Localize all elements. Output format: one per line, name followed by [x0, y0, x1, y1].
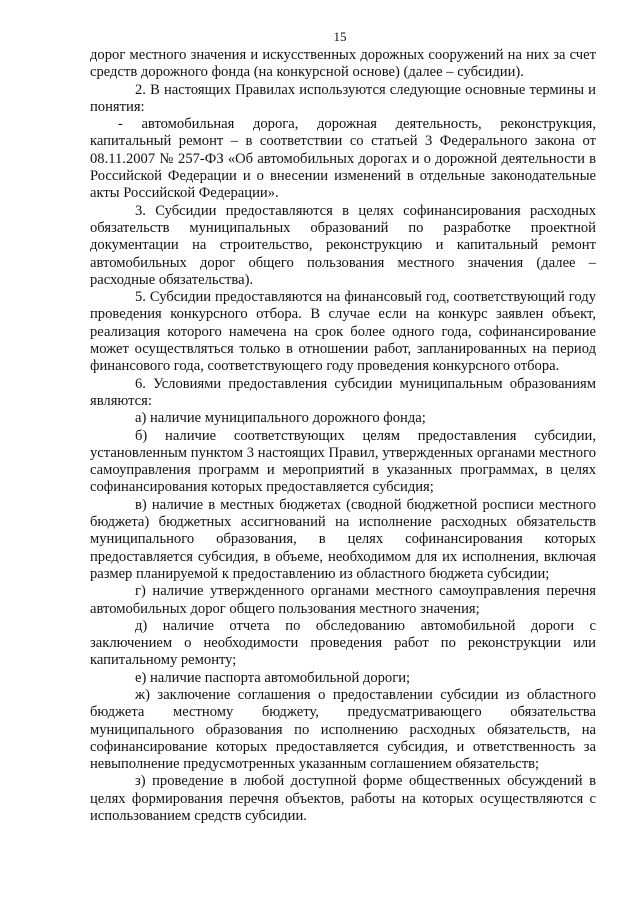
paragraph-item-2: 2. В настоящих Правилах используются следующие основные термины и понятия:: [90, 81, 596, 115]
paragraph-subitem-a: а) наличие муниципального дорожного фонда;: [135, 410, 426, 427]
paragraph-subitem-g: г) наличие утвержденного органами местного самоуправления перечня автомобильных дорог общего пользования местного значения;: [90, 583, 596, 617]
paragraph-item-5: 5. Субсидии предоставляются на финансовый год, соответствующий году проведения конкурсного отбора. В случае если на конкурс заявлен объект, реализация которого намечена на срок более одного года, софинансирование может осуществляться только в отношении работ, запланированных на период финансового года, соответствующего году проведения конкурсного отбора.: [90, 289, 596, 375]
paragraph-definition: - автомобильная дорога, дорожная деятельность, реконструкция, капитальный ремонт – в соответствии со статьей 3 Федерального закона от 08.11.2007 № 257-ФЗ «Об автомобильных дорогах и о дорожной деятельности в Российской Федерации и о внесении изменений в отдельные законодательные акты Российской Федерации».: [90, 116, 596, 202]
paragraph-item-3: 3. Субсидии предоставляются в целях софинансирования расходных обязательств муниципальных образований по разработке проектной документации на строительство, реконструкцию и капитальный ремонт автомобильных дорог общего пользования местного значения (далее – расходные обязательства).: [90, 202, 596, 288]
paragraph-item-6: 6. Условиями предоставления субсидии муниципальным образованиям являются:: [90, 375, 596, 409]
paragraph-subitem-b: б) наличие соответствующих целям предоставления субсидии, установленным пунктом 3 настоящих Правил, утвержденных органами местного самоуправления программ и мероприятий в указанных программах, в целях софинансирования которых предоставляется субсидия;: [90, 427, 596, 496]
paragraph-subitem-e: е) наличие паспорта автомобильной дороги;: [135, 669, 411, 686]
paragraph-subitem-zh: ж) заключение соглашения о предоставлении субсидии из областного бюджета местному бюджету, предусматривающего обязательства муниципального образования по исполнению расходных обязательств, на софинансирование которых предоставляется субсидия, и ответственность за невыполнение предусмотренных указанным соглашением обязательств;: [90, 686, 596, 773]
page-number: 15: [333, 29, 347, 44]
paragraph-continuation: дорог местного значения и искусственных дорожных сооружений на них за счет средств дорожного фонда (на конкурсной основе) (далее – субсидии).: [90, 47, 596, 81]
document-body: [90, 47, 596, 825]
paragraph-subitem-d: д) наличие отчета по обследованию автомобильной дороги с заключением о необходимости проведения работ по реконструкции или капитальному ремонту;: [90, 617, 596, 669]
paragraph-subitem-z: з) проведение в любой доступной форме общественных обсуждений в целях формирования перечня объектов, работы на которых осуществляются с использованием средств субсидии.: [90, 773, 596, 825]
paragraph-subitem-v: в) наличие в местных бюджетах (сводной бюджетной росписи местного бюджета) бюджетных ассигнований на исполнение расходных обязательств муниципального образования, в целях софинансирования которых предоставляется субсидия, в объеме, необходимом для их исполнения, включая размер планируемой к предоставлению из областного бюджета субсидии;: [90, 496, 596, 582]
